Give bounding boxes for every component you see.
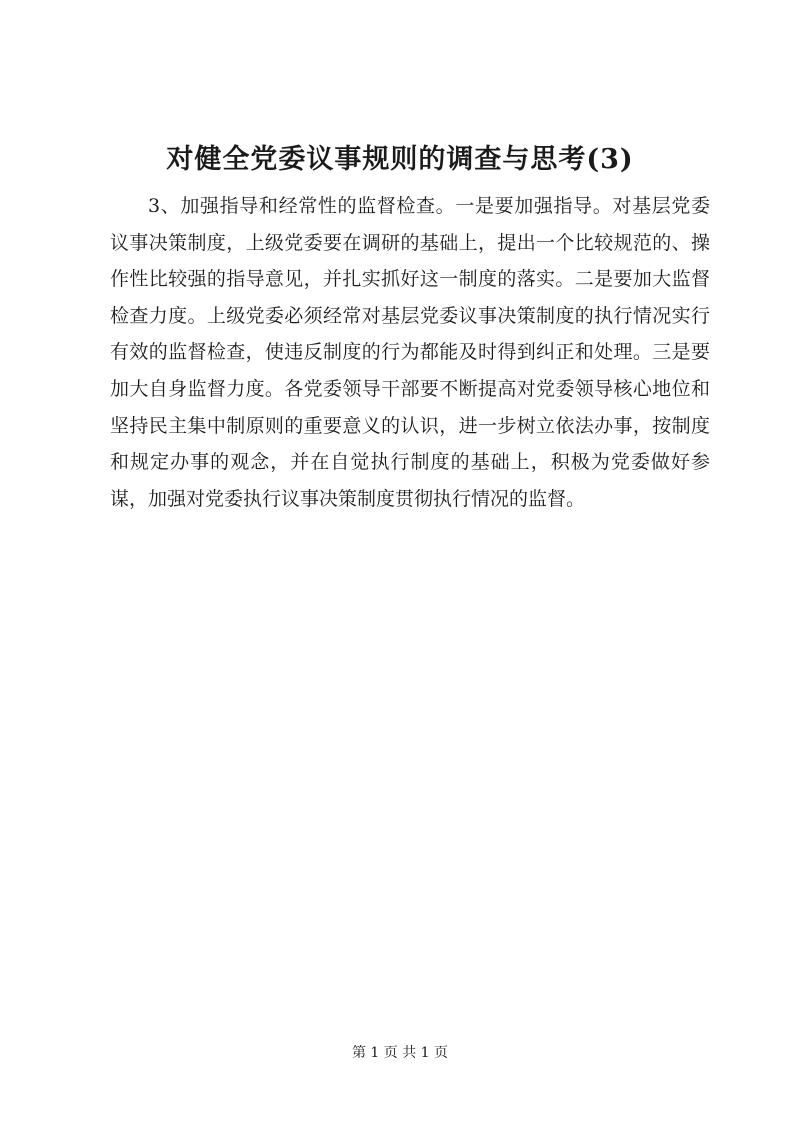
body-paragraph: 3、加强指导和经常性的监督检查。一是要加强指导。对基层党委议事决策制度，上级党委要在调研的基础上，提出一个比较规范的、操作性比较强的指导意见，并扎实抓好这一制度的落实。二是要加大监督检查力度。上级党委必须经常对基层党委议事决策制度的执行情况实行有效的监督检查，使违反制度的行为都能及时得到纠正和处理。三是要加大自身监督力度。各党委领导干部要不断提高对党委领导核心地位和坚持民主集中制原则的重要意义的认识，进一步树立依法办事，按制度和规定办事的观念，并在自觉执行制度的基础上，积极为党委做好参谋，加强对党委执行议事决策制度贯彻执行情况的监督。 bbox=[110, 195, 710, 510]
document-title: 对健全党委议事规则的调查与思考(3) bbox=[166, 144, 634, 175]
page-footer: 第 1 页 共 1 页 bbox=[351, 1045, 449, 1061]
